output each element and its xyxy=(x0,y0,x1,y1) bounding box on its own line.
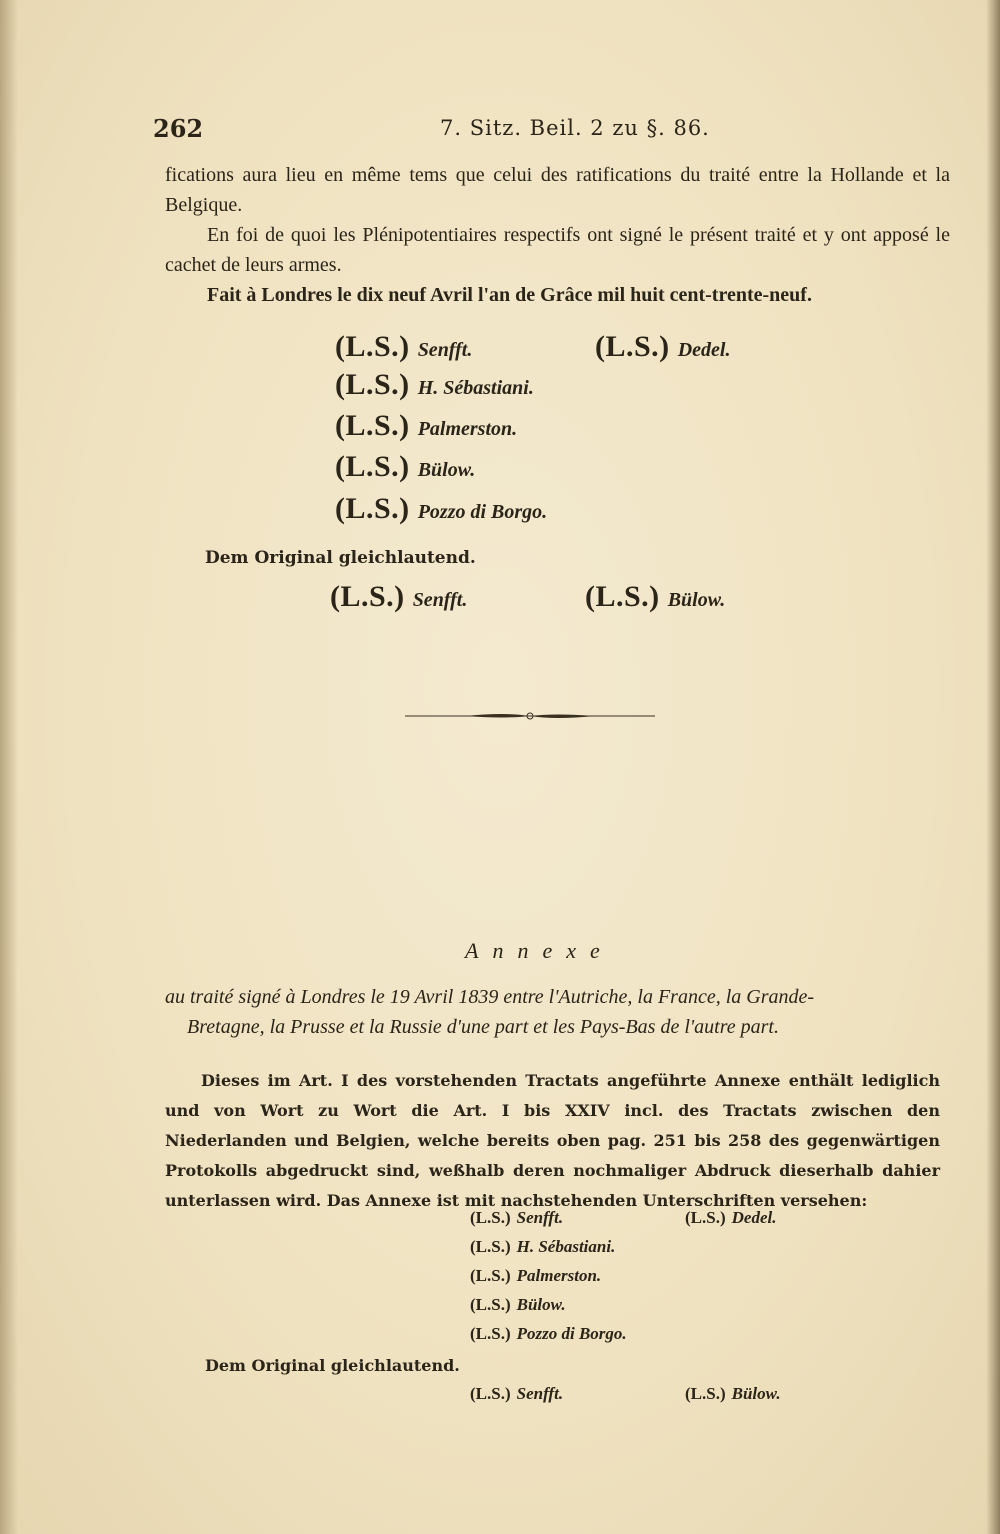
annexe-signature-sebastiani xyxy=(470,1237,615,1257)
signatory-name: Senfft. xyxy=(412,589,468,611)
signatory-name: Senfft. xyxy=(516,1384,564,1403)
seal-mark: (L.S.) xyxy=(335,330,410,363)
signature-sebastiani xyxy=(335,368,534,402)
signatory-name: Dedel. xyxy=(731,1208,777,1227)
german-paragraph: Dieses im Art. I des vorstehenden Tractats angeführte Annexe enthält lediglich und von Wort zu Wort die Art. I bis XXIV incl. des Tractats zwischen den Niederlanden und Belgien, welche bereits oben pag. 251 bis 258 des gegenwärtigen Protokolls abgedruckt sind, weßhalb deren nochmaliger Abdruck dieserhalb dahier unterlassen wird. Das Annexe ist mit nachstehenden Unterschriften versehen: xyxy=(165,1071,940,1210)
annexe-signature-dedel xyxy=(685,1208,776,1228)
annexe-signature-bulow xyxy=(470,1295,566,1315)
signatory-name: H. Sébastiani. xyxy=(417,377,534,399)
seal-mark: (L.S.) xyxy=(685,1384,726,1403)
seal-mark: (L.S.) xyxy=(330,580,405,613)
signatory-name: Palmerston. xyxy=(516,1266,602,1285)
signatory-name: H. Sébastiani. xyxy=(516,1237,616,1256)
signature-senfft xyxy=(335,330,472,364)
annexe-german-text xyxy=(165,1066,940,1216)
seal-mark: (L.S.) xyxy=(470,1324,511,1343)
signatory-name: Pozzo di Borgo. xyxy=(417,501,548,523)
seal-mark: (L.S.) xyxy=(335,450,410,483)
annexe-conformity-signature-senfft xyxy=(470,1384,563,1404)
annexe-signature-palmerston xyxy=(470,1266,601,1286)
signature-dedel xyxy=(595,330,730,364)
signature-palmerston xyxy=(335,409,517,443)
seal-mark: (L.S.) xyxy=(470,1295,511,1314)
treaty-text xyxy=(165,160,950,310)
conformity-note-bottom: Dem Original gleichlautend. xyxy=(205,1356,460,1375)
annexe-signature-pozzo-di-borgo xyxy=(470,1324,627,1344)
seal-mark: (L.S.) xyxy=(335,492,410,525)
signature-pozzo-di-borgo xyxy=(335,492,547,526)
signatory-name: Bülow. xyxy=(731,1384,781,1403)
seal-mark: (L.S.) xyxy=(335,409,410,442)
signatory-name: Palmerston. xyxy=(417,418,518,440)
seal-mark: (L.S.) xyxy=(585,580,660,613)
signatory-name: Bülow. xyxy=(417,459,476,481)
treaty-paragraph: En foi de quoi les Plénipotentiaires respectifs ont signé le présent traité et y ont apposé le cachet de leurs armes. xyxy=(165,224,950,276)
seal-mark: (L.S.) xyxy=(470,1237,511,1256)
treaty-paragraph: fications aura lieu en même tems que celui des ratifications du traité entre la Hollande et la Belgique. xyxy=(165,164,950,216)
annexe-subtitle-line: au traité signé à Londres le 19 Avril 1839 entre l'Autriche, la France, la Grande- xyxy=(165,986,815,1008)
signature-bulow xyxy=(335,450,475,484)
conformity-note: Dem Original gleichlautend. xyxy=(205,548,476,568)
annexe-title: Annexe xyxy=(465,938,614,963)
signatory-name: Senfft. xyxy=(417,339,473,361)
signatory-name: Dedel. xyxy=(677,339,731,361)
seal-mark: (L.S.) xyxy=(470,1384,511,1403)
signatory-name: Senfft. xyxy=(516,1208,564,1227)
seal-mark: (L.S.) xyxy=(595,330,670,363)
signatory-name: Bülow. xyxy=(516,1295,566,1314)
seal-mark: (L.S.) xyxy=(685,1208,726,1227)
annexe-subtitle-line: Bretagne, la Prusse et la Russie d'une part et les Pays-Bas de l'autre part. xyxy=(187,1016,779,1038)
page-shadow-left xyxy=(0,0,18,1534)
annexe-signature-senfft xyxy=(470,1208,563,1228)
page-header xyxy=(153,114,945,150)
treaty-date-line: Fait à Londres le dix neuf Avril l'an de Grâce mil huit cent-trente-neuf. xyxy=(207,284,812,306)
seal-mark: (L.S.) xyxy=(470,1266,511,1285)
running-title: 7. Sitz. Beil. 2 zu §. 86. xyxy=(440,116,710,140)
page-shadow-right xyxy=(986,0,1000,1534)
seal-mark: (L.S.) xyxy=(335,368,410,401)
page-number: 262 xyxy=(153,114,204,143)
conformity-signature-senfft xyxy=(330,580,467,614)
seal-mark: (L.S.) xyxy=(470,1208,511,1227)
ornamental-divider xyxy=(405,712,655,720)
annexe-conformity-signature-bulow xyxy=(685,1384,781,1404)
signatory-name: Pozzo di Borgo. xyxy=(516,1324,627,1343)
annexe-subtitle xyxy=(165,982,950,1042)
signatory-name: Bülow. xyxy=(667,589,726,611)
conformity-signature-bulow xyxy=(585,580,725,614)
